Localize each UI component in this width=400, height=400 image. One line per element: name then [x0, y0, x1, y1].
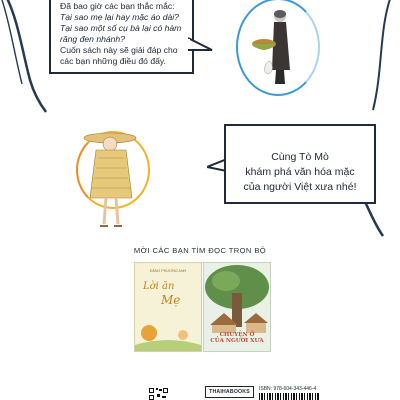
intro-text: Đã bao giờ các bạn thắc mắc: [60, 1, 175, 11]
publisher-logo: THAIHABOOKS [205, 386, 254, 398]
outro-line-1: Cuốn sách này sẽ giải đáp cho [60, 45, 178, 55]
speech-bubble-questions [49, 0, 194, 74]
book-author: ĐẶNG PHƯƠNG ANH [149, 269, 187, 273]
question-2-line-1: Tại sao một số cụ bà lại có hàm [60, 23, 182, 33]
grandmother-illustration-frame [236, 0, 320, 96]
book-cover-chuyen-o [203, 262, 271, 352]
book-title-line-2: CỦA NGƯỜI XƯA [210, 338, 264, 345]
speech-bubble-tail [188, 36, 214, 58]
series-promo-title: MỜI CÁC BẠN TÌM ĐỌC TRỌN BỘ [133, 246, 267, 255]
question-2-line-2: răng đen nhánh? [60, 34, 125, 44]
brush-stroke-right [349, 0, 400, 240]
tree-house-illustration [204, 263, 270, 333]
qr-code [149, 388, 169, 400]
speech-bubble-invite [224, 124, 376, 204]
question-1: Tại sao mẹ lại hay mặc áo dài? [60, 12, 179, 22]
book-title-line-1: CHUYỆN Ở [219, 331, 255, 338]
outro-line-2: các bạn những điều đó đấy. [60, 56, 166, 66]
book-title-part-2: Mẹ [161, 293, 181, 307]
invite-line-3: của người Việt xưa nhé! [243, 181, 357, 193]
invite-line-1: Cùng Tò Mò [271, 151, 329, 163]
grandmother-illustration [238, 0, 318, 94]
brush-stroke-left [0, 0, 52, 120]
barcode [259, 393, 319, 400]
book-cover-loi-an-me [134, 262, 202, 352]
boy-in-straw-cloak-illustration [80, 128, 150, 238]
book-cover-illustration [135, 315, 201, 351]
invite-line-2: khám phá văn hóa mặc [245, 166, 355, 178]
isbn-text: ISBN: 978-604-343-446-4 [259, 386, 317, 392]
book-title-part-1: Lời ăn [143, 281, 175, 292]
book-title [204, 332, 270, 345]
